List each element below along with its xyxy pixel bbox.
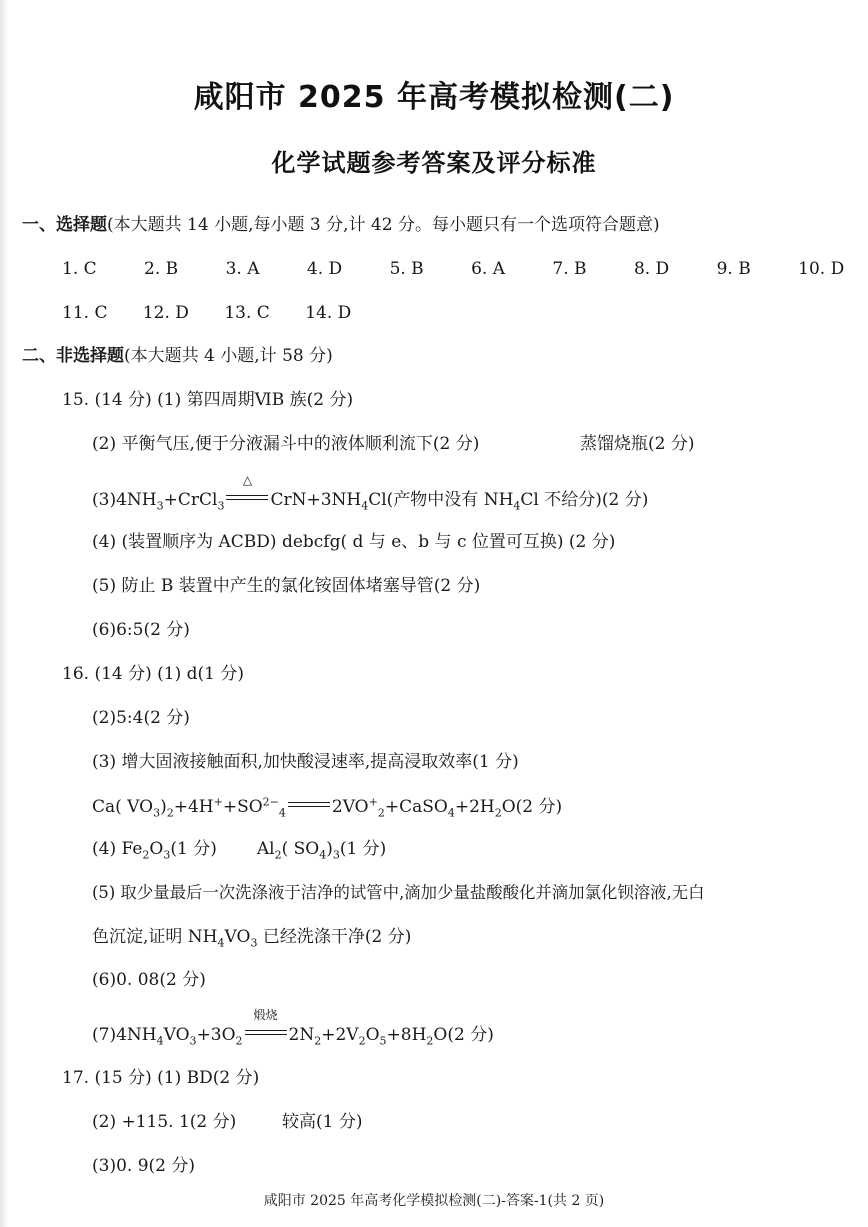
eq-text: O — [149, 839, 164, 859]
section-2-title: 二、非选择题 — [22, 346, 124, 366]
answer-9: 9. B — [716, 259, 751, 279]
q16-line-6: (6)0. 08(2 分) — [92, 970, 206, 990]
eq-text: Cl 不给分)(2 分) — [520, 490, 649, 510]
eq-text: O(2 分) — [433, 1025, 494, 1045]
q17-line-2-extra: 较高(1 分) — [282, 1112, 363, 1132]
eq-text: +2H — [454, 797, 495, 817]
eq-text: (1 分) — [339, 839, 387, 859]
eq-text: VO — [163, 1025, 190, 1045]
page-subtitle: 化学试题参考答案及评分标准 — [271, 149, 597, 177]
eq-text: +2V — [321, 1025, 359, 1045]
answer-14: 14. D — [305, 303, 352, 323]
eq-text: Al — [256, 839, 275, 859]
eq-text: VO — [224, 927, 251, 947]
q16-line-5: (5) 取少量最后一次洗涤液于洁净的试管中,滴加少量盐酸酸化并滴加氯化钡溶液,无白 — [92, 883, 705, 902]
q16-line-2: (2)5:4(2 分) — [92, 708, 190, 728]
q16-line-5b: 色沉淀,证明 $NH_4VO_3$ 已经洗涤干净(2 分) — [92, 927, 412, 950]
q17-line-3: (3)0. 9(2 分) — [92, 1156, 196, 1176]
section-1-heading — [22, 214, 660, 236]
answer-3: 3. A — [225, 259, 260, 279]
eq-text: +CrCl — [163, 490, 218, 510]
eq-text: 2N — [288, 1025, 315, 1045]
reaction-equals — [286, 794, 332, 814]
q15-line-2: (2) 平衡气压,便于分液漏斗中的液体顺利流下(2 分) — [92, 434, 480, 454]
choice-answers-row-1 — [62, 258, 844, 280]
q16-line-7-equation: $(7)4NH_4VO_3+3O_2$ 煅烧 $2N_2+2V_2O_5+8H_2O(2$ 分) — [92, 1008, 494, 1048]
eq-text: Cl(产物中没有 NH — [368, 490, 514, 510]
eq-text: ) — [160, 797, 167, 817]
q15-line-4: (4) (装置顺序为 ACBD) debcfg( d 与 e、b 与 c 位置可互换) (2 分) — [92, 532, 616, 552]
eq-text: +4H — [173, 797, 214, 817]
eq-text: (1 分) — [170, 839, 217, 859]
answer-2: 2. B — [144, 259, 179, 279]
eq-text: +8H — [386, 1025, 427, 1045]
eq-text: 已经洗涤干净(2 分) — [257, 927, 412, 947]
q17-line-1: 17. (15 分) (1) BD(2 分) — [62, 1068, 260, 1088]
eq-text: 2VO — [331, 797, 369, 817]
q16-line-1: 16. (14 分) (1) d(1 分) — [62, 664, 244, 684]
eq-text: (3)4NH — [92, 490, 157, 510]
reaction-condition: 煅烧 — [253, 1008, 278, 1022]
page-title: 咸阳市 2025 年高考模拟检测(二) — [193, 80, 675, 115]
answer-8: 8. D — [633, 259, 670, 279]
q15-line-1: 15. (14 分) (1) 第四周期ⅥB 族(2 分) — [62, 390, 354, 410]
section-1-title: 一、选择题 — [22, 215, 107, 235]
q16-equation: Ca( $VO_3)_2+4H^++SO^{2-}_4$ $2VO^+_2+CaSO_4+2H_2O(2$ 分) — [92, 795, 563, 820]
answer-6: 6. A — [471, 259, 505, 279]
choice-answers-row-2 — [62, 302, 351, 324]
answer-13: 13. C — [224, 303, 270, 323]
eq-text: O — [365, 1025, 380, 1045]
reaction-condition: △ — [242, 473, 253, 487]
q16-line-3: (3) 增大固液接触面积,加快酸浸速率,提高浸取效率(1 分) — [92, 752, 519, 772]
section-1-note: (本大题共 14 小题,每小题 3 分,计 42 分。每小题只有一个选项符合题意) — [107, 215, 660, 235]
eq-text: Ca( VO — [92, 797, 154, 817]
q15-line-3-equation: $(3)4NH_3+CrCl_3$ △ $CrN+3NH_4Cl$(产物中没有 $NH_4Cl$ 不给分)(2 分) — [92, 473, 649, 513]
eq-text: +3O — [196, 1025, 236, 1045]
eq-text: O(2 分) — [501, 797, 563, 817]
reaction-arrow — [243, 1008, 289, 1042]
reaction-arrow — [224, 473, 270, 507]
eq-text: (4) Fe — [92, 839, 143, 859]
answer-11: 11. C — [62, 303, 108, 323]
eq-text: +CaSO — [384, 797, 448, 817]
q15-line-2-extra: 蒸馏烧瓶(2 分) — [580, 434, 695, 454]
page-footer: 咸阳市 2025 年高考化学模拟检测(二)-答案-1(共 2 页) — [263, 1193, 605, 1209]
page-edge-shadow — [0, 0, 8, 1227]
q15-line-6: (6)6:5(2 分) — [92, 620, 190, 640]
eq-text: +SO — [222, 797, 263, 817]
answer-10: 10. D — [798, 259, 845, 279]
eq-text: ( SO — [281, 839, 320, 859]
eq-text: CrN+3NH — [270, 490, 362, 510]
answer-4: 4. D — [306, 259, 343, 279]
eq-text: 色沉淀,证明 NH — [92, 927, 218, 947]
section-2-note: (本大题共 4 小题,计 58 分) — [124, 346, 333, 366]
q15-line-5: (5) 防止 B 装置中产生的氯化铵固体堵塞导管(2 分) — [92, 576, 481, 596]
section-2-heading — [22, 345, 333, 367]
eq-text: (7)4NH — [92, 1025, 157, 1045]
answer-1: 1. C — [62, 259, 97, 279]
eq-text: ) — [326, 839, 333, 859]
answer-7: 7. B — [552, 259, 587, 279]
answer-12: 12. D — [142, 303, 189, 323]
q17-line-2: (2) +115. 1(2 分) — [92, 1112, 237, 1132]
q16-line-4: (4) $Fe_2O_3(1$ 分) $Al_2$( $SO_4)_3(1$ 分) — [92, 839, 387, 862]
answer-5: 5. B — [389, 259, 424, 279]
